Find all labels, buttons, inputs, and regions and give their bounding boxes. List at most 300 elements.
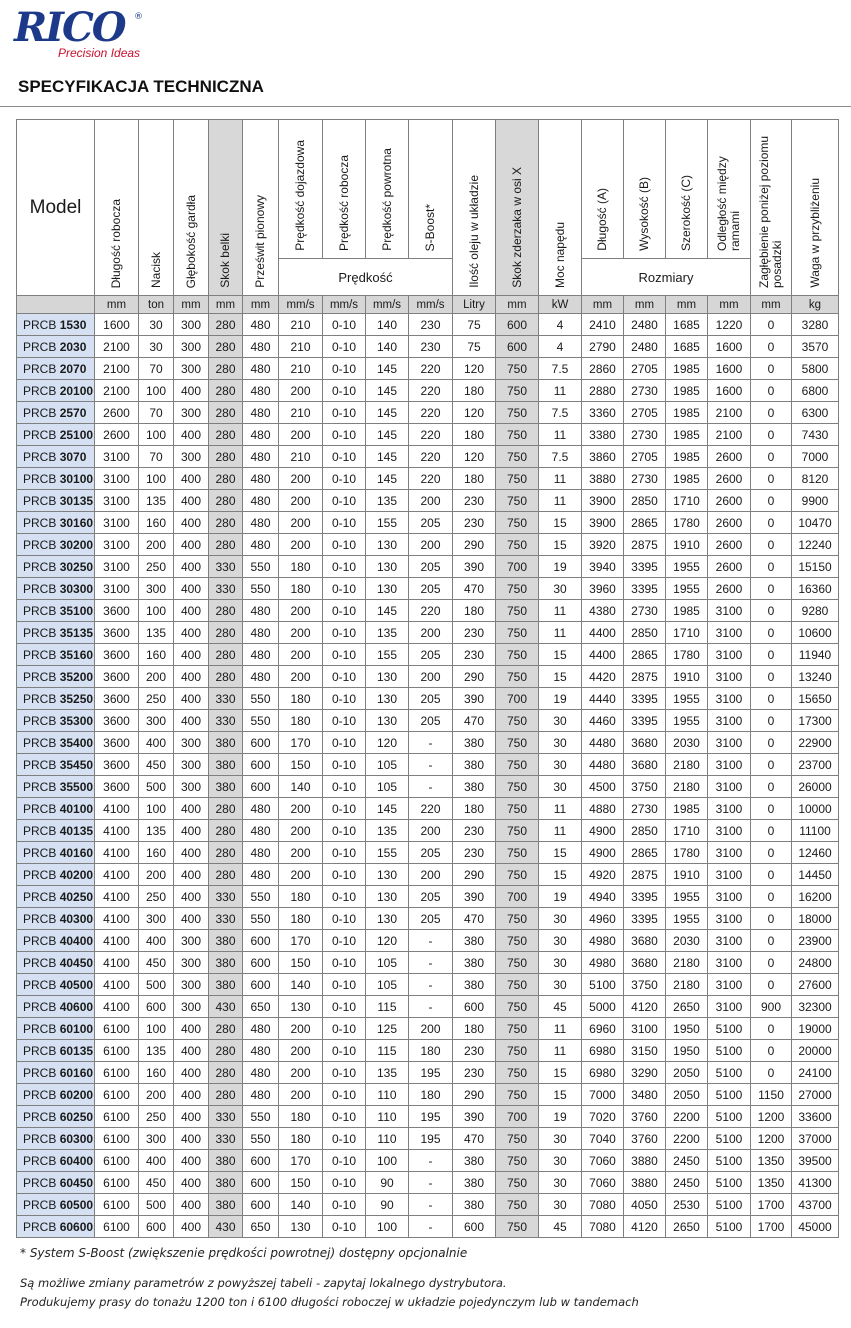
table-cell: 1950	[666, 1018, 708, 1040]
table-cell: 5100	[708, 1128, 751, 1150]
table-cell: 220	[409, 358, 453, 380]
table-cell: 230	[453, 490, 496, 512]
model-number: 35160	[59, 647, 94, 662]
table-cell: 180	[453, 424, 496, 446]
table-cell: 120	[453, 358, 496, 380]
table-cell: 0	[751, 622, 792, 644]
table-cell: 3100	[624, 1018, 666, 1040]
table-cell: 1985	[666, 380, 708, 402]
table-cell: 30	[539, 732, 582, 754]
model-cell	[17, 446, 95, 468]
registered-mark: ®	[134, 12, 143, 22]
table-cell: -	[409, 732, 453, 754]
table-row	[17, 622, 839, 644]
table-cell: 1985	[666, 600, 708, 622]
table-cell: 140	[279, 776, 323, 798]
table-cell: 1985	[666, 424, 708, 446]
table-cell: 7060	[582, 1150, 624, 1172]
table-cell: 200	[279, 820, 323, 842]
table-cell: 70	[139, 402, 174, 424]
model-number: 25100	[59, 427, 94, 442]
column-header-label: Prędkość robocza	[336, 154, 351, 251]
table-cell: 4420	[582, 666, 624, 688]
table-cell: 4100	[95, 820, 139, 842]
table-cell: 0	[751, 886, 792, 908]
table-cell: 6100	[95, 1172, 139, 1194]
table-cell: 290	[453, 1084, 496, 1106]
table-cell: 200	[409, 622, 453, 644]
table-cell: 1220	[708, 314, 751, 336]
table-cell: 0	[751, 446, 792, 468]
model-cell	[17, 358, 95, 380]
table-cell: 9280	[792, 600, 839, 622]
table-cell: 3680	[624, 930, 666, 952]
table-cell: 16360	[792, 578, 839, 600]
table-cell: 0-10	[323, 798, 366, 820]
model-cell	[17, 1194, 95, 1216]
column-header	[624, 120, 666, 259]
table-cell: 135	[366, 820, 409, 842]
table-cell: 3760	[624, 1106, 666, 1128]
column-header-label: Szerokość (C)	[679, 174, 693, 251]
table-cell: -	[409, 1172, 453, 1194]
table-cell: 200	[409, 490, 453, 512]
table-cell: 3100	[708, 996, 751, 1018]
table-cell: 7040	[582, 1128, 624, 1150]
unit-cell: mm/s	[279, 296, 323, 314]
table-cell: 200	[279, 622, 323, 644]
table-cell: 6100	[95, 1084, 139, 1106]
table-cell: 3600	[95, 666, 139, 688]
table-cell: 3395	[624, 710, 666, 732]
table-cell: 3960	[582, 578, 624, 600]
table-cell: -	[409, 952, 453, 974]
table-cell: 480	[243, 380, 279, 402]
model-cell	[17, 1018, 95, 1040]
table-cell: 400	[174, 424, 209, 446]
column-header-label: S-Boost*	[423, 203, 437, 251]
table-cell: 2050	[666, 1062, 708, 1084]
table-cell: 0-10	[323, 1150, 366, 1172]
table-cell: 2730	[624, 468, 666, 490]
table-cell: 380	[209, 974, 243, 996]
table-cell: 290	[453, 534, 496, 556]
table-cell: 150	[279, 952, 323, 974]
table-cell: 200	[279, 424, 323, 446]
table-cell: 750	[496, 776, 539, 798]
model-prefix: PRCB	[23, 515, 60, 530]
model-number: 1530	[59, 317, 87, 332]
table-cell: 500	[139, 776, 174, 798]
model-number: 60160	[59, 1065, 94, 1080]
table-cell: 200	[279, 644, 323, 666]
model-number: 60300	[59, 1131, 94, 1146]
table-cell: 280	[209, 446, 243, 468]
table-cell: 550	[243, 908, 279, 930]
model-number: 60100	[59, 1021, 94, 1036]
table-cell: 205	[409, 710, 453, 732]
table-cell: 750	[496, 358, 539, 380]
table-cell: 300	[174, 996, 209, 1018]
table-cell: 3750	[624, 974, 666, 996]
unit-cell: ton	[139, 296, 174, 314]
table-cell: 750	[496, 1150, 539, 1172]
table-cell: 380	[209, 952, 243, 974]
table-cell: 105	[366, 776, 409, 798]
table-cell: 400	[174, 534, 209, 556]
table-cell: 5100	[708, 1062, 751, 1084]
column-header-label: Nacisk	[148, 251, 163, 288]
table-cell: 0	[751, 974, 792, 996]
table-cell: 280	[209, 490, 243, 512]
table-cell: 1710	[666, 622, 708, 644]
table-cell: 470	[453, 1128, 496, 1150]
table-cell: 0-10	[323, 1216, 366, 1238]
column-header	[139, 120, 174, 296]
table-cell: 180	[279, 578, 323, 600]
table-cell: 3600	[95, 776, 139, 798]
table-cell: 550	[243, 886, 279, 908]
table-cell: 2865	[624, 512, 666, 534]
table-cell: 210	[279, 336, 323, 358]
table-cell: 750	[496, 1128, 539, 1150]
table-cell: 750	[496, 974, 539, 996]
table-cell: 205	[409, 578, 453, 600]
table-cell: 100	[139, 468, 174, 490]
table-cell: 470	[453, 710, 496, 732]
unit-cell: mm	[708, 296, 751, 314]
table-cell: 140	[279, 974, 323, 996]
model-prefix: PRCB	[23, 801, 60, 816]
table-cell: 205	[409, 644, 453, 666]
table-cell: 11940	[792, 644, 839, 666]
table-cell: 20000	[792, 1040, 839, 1062]
table-cell: 130	[366, 688, 409, 710]
model-number: 40135	[59, 823, 94, 838]
table-cell: 0	[751, 314, 792, 336]
model-cell	[17, 644, 95, 666]
table-cell: 600	[453, 1216, 496, 1238]
table-cell: 26000	[792, 776, 839, 798]
table-cell: 280	[209, 380, 243, 402]
table-cell: 0-10	[323, 1172, 366, 1194]
table-cell: 110	[366, 1128, 409, 1150]
table-cell: 100	[139, 600, 174, 622]
table-row	[17, 1018, 839, 1040]
table-cell: 200	[139, 534, 174, 556]
table-cell: 230	[453, 512, 496, 534]
table-cell: 7080	[582, 1194, 624, 1216]
table-row	[17, 1084, 839, 1106]
model-number: 35500	[59, 779, 94, 794]
table-cell: 5800	[792, 358, 839, 380]
table-cell: 0-10	[323, 1040, 366, 1062]
table-cell: 2705	[624, 358, 666, 380]
model-number: 2570	[59, 405, 87, 420]
table-cell: 115	[366, 1040, 409, 1062]
table-cell: 4120	[624, 1216, 666, 1238]
table-cell: 200	[409, 820, 453, 842]
table-cell: 12240	[792, 534, 839, 556]
column-header-label: Skok belki	[218, 233, 232, 288]
table-cell: 2180	[666, 754, 708, 776]
table-cell: 4	[539, 336, 582, 358]
table-cell: 6980	[582, 1062, 624, 1084]
table-cell: 750	[496, 622, 539, 644]
table-cell: 200	[279, 666, 323, 688]
table-cell: 205	[409, 688, 453, 710]
table-cell: 750	[496, 534, 539, 556]
table-cell: 180	[409, 1040, 453, 1062]
table-cell: 2180	[666, 776, 708, 798]
table-cell: 6100	[95, 1216, 139, 1238]
table-cell: 3880	[624, 1172, 666, 1194]
model-cell	[17, 754, 95, 776]
table-cell: 200	[279, 864, 323, 886]
table-cell: 220	[409, 468, 453, 490]
table-cell: 0-10	[323, 842, 366, 864]
table-cell: 7.5	[539, 358, 582, 380]
table-cell: 3480	[624, 1084, 666, 1106]
table-cell: 3680	[624, 952, 666, 974]
table-cell: 1780	[666, 842, 708, 864]
table-cell: 135	[139, 1040, 174, 1062]
table-cell: 400	[174, 666, 209, 688]
model-cell	[17, 688, 95, 710]
table-cell: 145	[366, 402, 409, 424]
table-cell: 11100	[792, 820, 839, 842]
table-cell: 250	[139, 688, 174, 710]
table-cell: 5100	[708, 1194, 751, 1216]
speed-group-header: Prędkość	[279, 259, 453, 296]
model-number: 40400	[59, 933, 94, 948]
table-cell: 300	[174, 754, 209, 776]
table-cell: 1600	[95, 314, 139, 336]
table-cell: 16200	[792, 886, 839, 908]
table-cell: 120	[453, 402, 496, 424]
table-cell: 480	[243, 644, 279, 666]
model-number: 40250	[59, 889, 94, 904]
table-cell: 75	[453, 314, 496, 336]
table-cell: 210	[279, 314, 323, 336]
unit-cell: mm	[243, 296, 279, 314]
page-title: SPECYFIKACJA TECHNICZNA	[18, 77, 264, 96]
table-cell: 3100	[95, 578, 139, 600]
model-number: 2030	[59, 339, 87, 354]
table-cell: 7060	[582, 1172, 624, 1194]
table-cell: 2850	[624, 490, 666, 512]
table-cell: 230	[453, 622, 496, 644]
table-cell: 200	[409, 1018, 453, 1040]
table-cell: 180	[279, 886, 323, 908]
table-cell: 135	[139, 490, 174, 512]
table-cell: 200	[279, 1084, 323, 1106]
table-cell: 30	[539, 1128, 582, 1150]
table-cell: 4940	[582, 886, 624, 908]
model-cell	[17, 402, 95, 424]
table-row	[17, 600, 839, 622]
table-row	[17, 1040, 839, 1062]
table-cell: 180	[453, 798, 496, 820]
changes-note: Są możliwe zmiany parametrów z powyższej tabeli - zapytaj lokalnego dystrybutora.	[20, 1276, 507, 1290]
table-cell: 380	[453, 1150, 496, 1172]
table-cell: 1985	[666, 446, 708, 468]
table-cell: 600	[453, 996, 496, 1018]
table-cell: 4400	[582, 644, 624, 666]
table-cell: 480	[243, 358, 279, 380]
table-cell: 750	[496, 1040, 539, 1062]
table-cell: 750	[496, 952, 539, 974]
model-prefix: PRCB	[23, 867, 60, 882]
table-cell: 750	[496, 512, 539, 534]
table-cell: 0	[751, 798, 792, 820]
table-cell: 130	[279, 1216, 323, 1238]
table-cell: 390	[453, 1106, 496, 1128]
table-cell: 3100	[95, 490, 139, 512]
table-cell: 2730	[624, 424, 666, 446]
table-cell: 480	[243, 820, 279, 842]
model-prefix: PRCB	[23, 845, 60, 860]
table-cell: 300	[139, 710, 174, 732]
table-cell: 3880	[624, 1150, 666, 1172]
column-header	[409, 120, 453, 259]
table-cell: 750	[496, 710, 539, 732]
table-cell: 3100	[708, 930, 751, 952]
table-cell: 1985	[666, 798, 708, 820]
table-cell: 0-10	[323, 688, 366, 710]
table-cell: 2450	[666, 1150, 708, 1172]
model-prefix: PRCB	[23, 911, 60, 926]
model-cell	[17, 1172, 95, 1194]
table-cell: 400	[174, 908, 209, 930]
model-cell	[17, 798, 95, 820]
table-cell: 30	[539, 754, 582, 776]
model-cell	[17, 534, 95, 556]
model-number: 2070	[59, 361, 87, 376]
table-cell: 0-10	[323, 380, 366, 402]
table-cell: 400	[174, 1084, 209, 1106]
table-cell: 330	[209, 578, 243, 600]
table-cell: 32300	[792, 996, 839, 1018]
model-cell	[17, 512, 95, 534]
table-cell: 2875	[624, 864, 666, 886]
table-row	[17, 1172, 839, 1194]
table-cell: 1955	[666, 710, 708, 732]
table-cell: 7000	[792, 446, 839, 468]
table-cell: 140	[279, 1194, 323, 1216]
table-cell: 200	[409, 534, 453, 556]
table-cell: 0	[751, 556, 792, 578]
model-prefix: PRCB	[23, 955, 60, 970]
table-cell: 2600	[95, 402, 139, 424]
model-number: 60250	[59, 1109, 94, 1124]
table-cell: 7000	[582, 1084, 624, 1106]
table-row	[17, 490, 839, 512]
table-cell: 130	[279, 996, 323, 1018]
model-prefix: PRCB	[23, 1109, 60, 1124]
table-cell: 1710	[666, 490, 708, 512]
table-cell: 1985	[666, 468, 708, 490]
table-cell: 130	[366, 864, 409, 886]
table-cell: 5100	[708, 1084, 751, 1106]
table-cell: 0	[751, 1018, 792, 1040]
model-cell	[17, 1216, 95, 1238]
table-cell: 1200	[751, 1128, 792, 1150]
table-cell: 1600	[708, 380, 751, 402]
table-cell: 480	[243, 1040, 279, 1062]
table-cell: 200	[139, 666, 174, 688]
model-prefix: PRCB	[23, 1153, 60, 1168]
table-cell: -	[409, 1216, 453, 1238]
table-cell: 1350	[751, 1172, 792, 1194]
table-cell: 280	[209, 314, 243, 336]
table-cell: 1150	[751, 1084, 792, 1106]
table-cell: 4920	[582, 864, 624, 886]
model-header: Model	[17, 120, 95, 296]
table-cell: 200	[409, 666, 453, 688]
table-cell: 0-10	[323, 930, 366, 952]
model-cell	[17, 1040, 95, 1062]
table-cell: 2030	[666, 930, 708, 952]
rico-logo	[14, 6, 164, 62]
table-cell: 1955	[666, 886, 708, 908]
column-header	[453, 120, 496, 296]
table-cell: 70	[139, 358, 174, 380]
table-cell: 0	[751, 1040, 792, 1062]
table-cell: 0-10	[323, 512, 366, 534]
production-note: Produkujemy prasy do tonażu 1200 ton i 6100 długości roboczej w układzie pojedynczym lub w tandemach	[20, 1295, 639, 1309]
table-cell: 1910	[666, 864, 708, 886]
model-prefix: PRCB	[23, 691, 60, 706]
table-cell: 2200	[666, 1106, 708, 1128]
table-cell: 2650	[666, 996, 708, 1018]
table-cell: 12460	[792, 842, 839, 864]
table-cell: 7.5	[539, 446, 582, 468]
table-cell: 15	[539, 512, 582, 534]
unit-cell: mm/s	[323, 296, 366, 314]
table-cell: 0	[751, 512, 792, 534]
model-prefix: PRCB	[23, 977, 60, 992]
table-cell: 330	[209, 556, 243, 578]
table-cell: -	[409, 996, 453, 1018]
column-header	[243, 120, 279, 296]
model-prefix: PRCB	[23, 713, 60, 728]
table-cell: 4980	[582, 930, 624, 952]
model-prefix: PRCB	[23, 405, 60, 420]
table-cell: 180	[279, 1106, 323, 1128]
table-cell: 135	[139, 820, 174, 842]
column-header	[279, 120, 323, 259]
table-cell: 3760	[624, 1128, 666, 1150]
table-cell: 300	[139, 578, 174, 600]
table-cell: 41300	[792, 1172, 839, 1194]
column-header-label: Ilość oleju w układzie	[466, 175, 481, 288]
table-cell: 1955	[666, 908, 708, 930]
table-cell: 400	[174, 1216, 209, 1238]
table-cell: 750	[496, 380, 539, 402]
table-row	[17, 710, 839, 732]
table-cell: 15	[539, 644, 582, 666]
table-cell: 3600	[95, 710, 139, 732]
table-cell: 0	[751, 424, 792, 446]
model-cell	[17, 600, 95, 622]
table-row	[17, 1106, 839, 1128]
table-cell: 390	[453, 556, 496, 578]
table-cell: 480	[243, 842, 279, 864]
table-cell: 0	[751, 1062, 792, 1084]
table-cell: 14450	[792, 864, 839, 886]
table-cell: -	[409, 1150, 453, 1172]
